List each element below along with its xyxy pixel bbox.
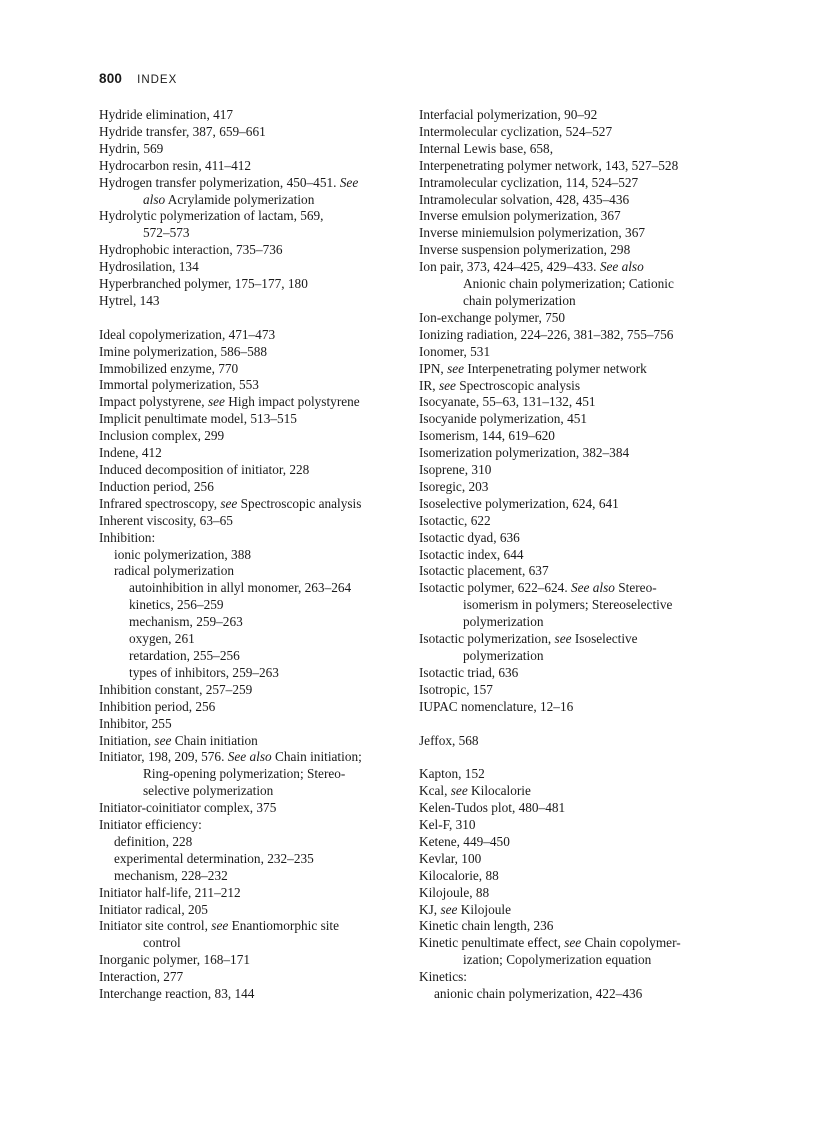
index-entry: [419, 547, 729, 564]
entry-continuation-line: isomerism in polymers; Stereoselective: [463, 597, 673, 613]
entry-line: Hydrogen transfer polymerization, 450–451. See: [99, 174, 359, 190]
index-entry: [99, 158, 399, 175]
index-entry: [99, 479, 399, 496]
entry-line: Inhibitor, 255: [99, 715, 172, 731]
entry-line: Inverse emulsion polymerization, 367: [419, 208, 621, 224]
entry-line: Hydride elimination, 417: [99, 107, 234, 122]
entry-line: Isoregic, 203: [419, 478, 489, 494]
entry-line: Hydrolytic polymerization of lactam, 569,: [99, 208, 324, 224]
entry-line: Intramolecular cyclization, 114, 524–527: [419, 174, 639, 190]
entry-line: radical polymerization: [114, 563, 234, 579]
index-entry: [419, 445, 729, 462]
entry-line: types of inhibitors, 259–263: [129, 664, 279, 680]
entry-line: Kevlar, 100: [419, 850, 482, 866]
index-entry: [99, 733, 399, 750]
index-subentry: [419, 986, 729, 1003]
entry-line: Isotactic dyad, 636: [419, 529, 520, 545]
index-entry: [419, 428, 729, 445]
entry-continuation-line: polymerization: [463, 614, 544, 630]
entry-line: Initiator-coinitiator complex, 375: [99, 800, 277, 816]
letter-group-gap: [99, 310, 399, 327]
index-entry: [99, 141, 399, 158]
entry-line: Isomerization polymerization, 382–384: [419, 445, 630, 461]
entry-line: kinetics, 256–259: [129, 597, 224, 613]
entry-line: Intramolecular solvation, 428, 435–436: [419, 191, 630, 207]
entry-continuation-line: Ring-opening polymerization; Stereo-: [143, 766, 346, 782]
entry-line: Infrared spectroscopy, see Spectroscopic analysis: [99, 495, 362, 511]
index-entry: [99, 124, 399, 141]
index-entry: [419, 783, 729, 800]
index-entry: [419, 885, 729, 902]
entry-line: Isotactic index, 644: [419, 546, 524, 562]
index-entry: [99, 276, 399, 293]
entry-line: Ketene, 449–450: [419, 833, 510, 849]
index-subentry: [99, 597, 399, 614]
index-entry: [99, 716, 399, 733]
index-entry: [419, 563, 729, 580]
index-entry: [99, 361, 399, 378]
entry-line: Internal Lewis base, 658,: [419, 140, 554, 156]
entry-line: Interchange reaction, 83, 144: [99, 986, 255, 1002]
index-entry: [99, 749, 399, 800]
index-entry: [419, 141, 729, 158]
index-entry: [99, 293, 399, 310]
entry-line: mechanism, 228–232: [114, 867, 228, 883]
entry-line: Initiator half-life, 211–212: [99, 884, 241, 900]
entry-line: Initiation, see Chain initiation: [99, 732, 258, 748]
entry-continuation-line: ization; Copolymerization equation: [463, 952, 652, 968]
entry-line: Induced decomposition of initiator, 228: [99, 462, 310, 478]
index-subentry: [99, 547, 399, 564]
index-entry: [419, 462, 729, 479]
entry-line: Immobilized enzyme, 770: [99, 360, 239, 376]
index-entry: [419, 192, 729, 209]
index-entry: [99, 411, 399, 428]
entry-line: ionic polymerization, 388: [114, 546, 252, 562]
entry-line: IUPAC nomenclature, 12–16: [419, 698, 574, 714]
index-entry: [419, 175, 729, 192]
entry-line: Isotropic, 157: [419, 681, 493, 697]
index-entry: [419, 158, 729, 175]
index-entry: [419, 733, 729, 750]
entry-line: Hydrin, 569: [99, 140, 164, 156]
entry-continuation-line: selective polymerization: [143, 783, 274, 799]
entry-line: Kel-F, 310: [419, 817, 476, 833]
entry-line: Initiator radical, 205: [99, 901, 208, 917]
index-entry: [99, 969, 399, 986]
entry-line: retardation, 255–256: [129, 647, 240, 663]
index-entry: [99, 377, 399, 394]
index-entry: [419, 580, 729, 631]
index-entry: [419, 766, 729, 783]
letter-group-gap: [419, 716, 729, 733]
index-entry: [419, 935, 729, 969]
index-entry: [99, 513, 399, 530]
page-header: [99, 71, 177, 91]
entry-line: Isoselective polymerization, 624, 641: [419, 495, 619, 511]
entry-line: Ion pair, 373, 424–425, 429–433. See also: [419, 259, 644, 275]
index-entry: [419, 969, 729, 986]
entry-line: Interpenetrating polymer network, 143, 527–528: [419, 157, 679, 173]
entry-line: Initiator site control, see Enantiomorphic site: [99, 918, 340, 934]
entry-line: Inverse miniemulsion polymerization, 367: [419, 225, 646, 241]
entry-line: Inhibition constant, 257–259: [99, 681, 253, 697]
index-entry: [99, 462, 399, 479]
entry-line: Inorganic polymer, 168–171: [99, 952, 250, 968]
index-entry: [419, 682, 729, 699]
entry-line: Isotactic, 622: [419, 512, 491, 528]
index-entry: [419, 344, 729, 361]
index-entry: [419, 631, 729, 665]
entry-line: Indene, 412: [99, 445, 162, 461]
entry-line: Initiator, 198, 209, 576. See also Chain initiation;: [99, 749, 362, 765]
page-number: 800: [99, 71, 123, 86]
index-entry: [99, 885, 399, 902]
entry-line: Ion-exchange polymer, 750: [419, 309, 566, 325]
index-column-left: [99, 107, 399, 1003]
entry-line: Inherent viscosity, 63–65: [99, 512, 233, 528]
index-entry: [99, 902, 399, 919]
index-entry: [99, 394, 399, 411]
index-entry: [419, 800, 729, 817]
entry-line: Jeffox, 568: [419, 732, 479, 748]
entry-line: Kilojoule, 88: [419, 884, 490, 900]
index-entry: [419, 530, 729, 547]
index-entry: [419, 496, 729, 513]
index-entry: [99, 918, 399, 952]
index-entry: [419, 834, 729, 851]
index-entry: [419, 107, 729, 124]
entry-line: Intermolecular cyclization, 524–527: [419, 123, 613, 139]
entry-line: Hyperbranched polymer, 175–177, 180: [99, 276, 308, 292]
entry-line: definition, 228: [114, 833, 193, 849]
entry-line: Ionomer, 531: [419, 343, 491, 359]
entry-line: Interaction, 277: [99, 969, 184, 985]
entry-line: Induction period, 256: [99, 478, 214, 494]
entry-line: Kcal, see Kilocalorie: [419, 783, 531, 799]
index-subentry: [99, 563, 399, 580]
index-entry: [419, 665, 729, 682]
index-subentry: [99, 834, 399, 851]
index-entry: [419, 208, 729, 225]
index-column-right: [419, 107, 729, 1003]
entry-line: IR, see Spectroscopic analysis: [419, 377, 581, 393]
entry-line: Immortal polymerization, 553: [99, 377, 259, 393]
entry-continuation-line: control: [143, 935, 181, 951]
index-entry: [419, 310, 729, 327]
index-entry: [419, 225, 729, 242]
entry-line: Isotactic triad, 636: [419, 664, 519, 680]
index-entry: [419, 394, 729, 411]
index-entry: [99, 208, 399, 242]
entry-line: Imine polymerization, 586–588: [99, 343, 268, 359]
index-entry: [99, 107, 399, 124]
index-entry: [419, 378, 729, 395]
entry-continuation-line: chain polymerization: [463, 292, 576, 308]
entry-continuation-line: polymerization: [463, 648, 544, 663]
entry-line: Impact polystyrene, see High impact polystyrene: [99, 394, 360, 410]
entry-line: Hytrel, 143: [99, 292, 160, 308]
index-entry: [99, 445, 399, 462]
index-entry: [99, 175, 399, 209]
entry-line: anionic chain polymerization, 422–436: [434, 986, 643, 1002]
index-entry: [419, 327, 729, 344]
index-entry: [99, 327, 399, 344]
entry-line: Ideal copolymerization, 471–473: [99, 326, 276, 342]
entry-line: Hydrophobic interaction, 735–736: [99, 242, 283, 258]
entry-line: IPN, see Interpenetrating polymer network: [419, 360, 647, 376]
index-entry: [419, 699, 729, 716]
index-entry: [99, 344, 399, 361]
entry-line: KJ, see Kilojoule: [419, 901, 511, 917]
index-subentry: [99, 868, 399, 885]
entry-line: Isoprene, 310: [419, 462, 492, 478]
index-entry: [419, 259, 729, 310]
entry-line: Isotactic placement, 637: [419, 563, 549, 579]
index-entry: [99, 986, 399, 1003]
entry-line: Inclusion complex, 299: [99, 428, 225, 444]
index-subentry: [99, 648, 399, 665]
entry-continuation-line: 572–573: [143, 225, 190, 241]
entry-line: mechanism, 259–263: [129, 614, 243, 630]
entry-continuation-line: Anionic chain polymerization; Cationic: [463, 276, 674, 292]
entry-line: Inverse suspension polymerization, 298: [419, 242, 631, 258]
index-entry: [419, 851, 729, 868]
index-subentry: [99, 631, 399, 648]
index-entry: [99, 682, 399, 699]
index-subentry: [99, 580, 399, 597]
entry-line: Inhibition period, 256: [99, 698, 216, 714]
entry-line: Kinetic chain length, 236: [419, 918, 554, 934]
entry-line: Isocyanide polymerization, 451: [419, 411, 588, 427]
index-entry: [419, 513, 729, 530]
index-entry: [419, 361, 729, 378]
entry-line: Kilocalorie, 88: [419, 867, 499, 883]
entry-line: Isocyanate, 55–63, 131–132, 451: [419, 394, 596, 410]
entry-line: Kapton, 152: [419, 766, 485, 782]
index-entry: [99, 952, 399, 969]
entry-line: Interfacial polymerization, 90–92: [419, 107, 598, 122]
index-entry: [99, 428, 399, 445]
entry-line: Hydrosilation, 134: [99, 259, 199, 275]
letter-group-gap: [419, 749, 729, 766]
index-entry: [99, 496, 399, 513]
entry-line: Implicit penultimate model, 513–515: [99, 411, 297, 427]
index-entry: [419, 868, 729, 885]
entry-line: oxygen, 261: [129, 631, 195, 647]
entry-line: Kinetic penultimate effect, see Chain copolymer-: [419, 935, 681, 951]
entry-line: experimental determination, 232–235: [114, 850, 314, 866]
index-entry: [419, 918, 729, 935]
entry-line: Inhibition:: [99, 529, 156, 545]
entry-line: Isotactic polymerization, see Isoselective: [419, 631, 638, 647]
index-entry: [99, 259, 399, 276]
index-subentry: [99, 665, 399, 682]
entry-line: Initiator efficiency:: [99, 817, 202, 833]
entry-line: Isomerism, 144, 619–620: [419, 428, 555, 444]
entry-line: Hydrocarbon resin, 411–412: [99, 157, 252, 173]
index-entry: [99, 800, 399, 817]
index-entry: [99, 242, 399, 259]
entry-line: Ionizing radiation, 224–226, 381–382, 755–756: [419, 326, 674, 342]
index-entry: [99, 817, 399, 834]
index-subentry: [99, 851, 399, 868]
entry-line: Kelen-Tudos plot, 480–481: [419, 800, 566, 816]
index-entry: [419, 411, 729, 428]
entry-line: Kinetics:: [419, 969, 468, 985]
entry-line: autoinhibition in allyl monomer, 263–264: [129, 580, 352, 596]
index-entry: [419, 479, 729, 496]
entry-continuation-line: also Acrylamide polymerization: [143, 191, 315, 207]
index-entry: [419, 242, 729, 259]
running-head: INDEX: [137, 74, 178, 86]
index-entry: [99, 530, 399, 547]
index-entry: [99, 699, 399, 716]
index-subentry: [99, 614, 399, 631]
entry-line: Isotactic polymer, 622–624. See also Stereo-: [419, 580, 657, 596]
index-entry: [419, 902, 729, 919]
index-entry: [419, 124, 729, 141]
index-entry: [419, 817, 729, 834]
entry-line: Hydride transfer, 387, 659–661: [99, 123, 266, 139]
